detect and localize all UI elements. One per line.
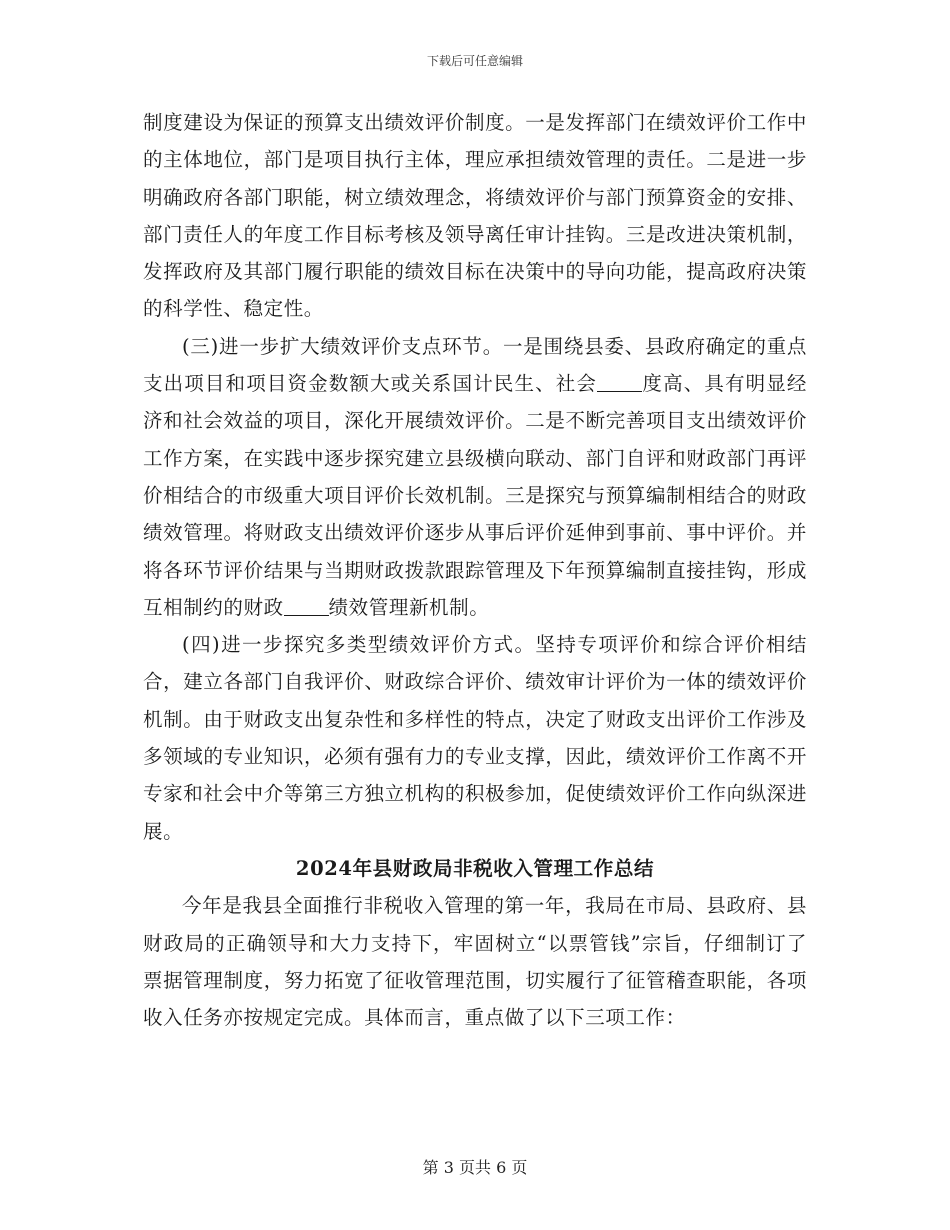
fill-in-blank (284, 595, 329, 616)
paragraph-section-3 (143, 328, 807, 626)
paragraph-section-3-part-3: 绩效管理新机制。 (328, 595, 490, 619)
page-footer: 第 3 页共 6 页 (422, 1158, 528, 1177)
fill-in-blank (597, 372, 642, 393)
paragraph-section-4: (四)进一步探究多类型绩效评价方式。坚持专项评价和综合评价相结合，建立各部门自我评价、财政综合评价、绩效审计评价为一体的绩效评价机制。由于财政支出复杂性和多样性的特点，决定了财政支出评价工作涉及多领域的专业知识，必须有强有力的专业支撑，因此，绩效评价工作离不开专家和社会中介等第三方独立机构的积极参加，促使绩效评价工作向纵深进展。 (143, 633, 807, 843)
document-body (143, 104, 807, 1036)
page-header: 下载后可任意编辑 (426, 54, 523, 68)
paragraph-section-3-part-1: (三)进一步扩大绩效评价支点环节。一是围绕县委、县政府确定的重点支出项目和项目资金数额大或关系国计民生、社会 (143, 334, 807, 396)
paragraph-intro: 今年是我县全面推行非税收入管理的第一年，我局在市局、县政府、县财政局的正确领导和大力支持下，牢固树立“以票管钱”宗旨，仔细制订了票据管理制度，努力拓宽了征收管理范围，切实履行了征管稽查职能，各项收入任务亦按规定完成。具体而言，重点做了以下三项工作： (143, 894, 807, 1030)
section-title: 2024年县财政局非税收入管理工作总结 (295, 856, 655, 880)
paragraph-section-3-part-2: 度高、具有明显经济和社会效益的项目，深化开展绩效评价。二是不断完善项目支出绩效评价工作方案，在实践中逐步探究建立县级横向联动、部门自评和财政部门再评价相结合的市级重大项目评价长效机制。三是探究与预算编制相结合的财政绩效管理。将财政支出绩效评价逐步从事后评价延伸到事前、事中评价。并将各环节评价结果与当期财政拨款跟踪管理及下年预算编制直接挂钩，形成互相制约的财政 (143, 372, 807, 619)
paragraph-institution: 制度建设为保证的预算支出绩效评价制度。一是发挥部门在绩效评价工作中的主体地位，部门是项目执行主体，理应承担绩效管理的责任。二是进一步明确政府各部门职能，树立绩效理念，将绩效评价与部门预算资金的安排、部门责任人的年度工作目标考核及领导离任审计挂钩。三是改进决策机制，发挥政府及其部门履行职能的绩效目标在决策中的导向功能，提高政府决策的科学性、稳定性。 (143, 111, 807, 321)
